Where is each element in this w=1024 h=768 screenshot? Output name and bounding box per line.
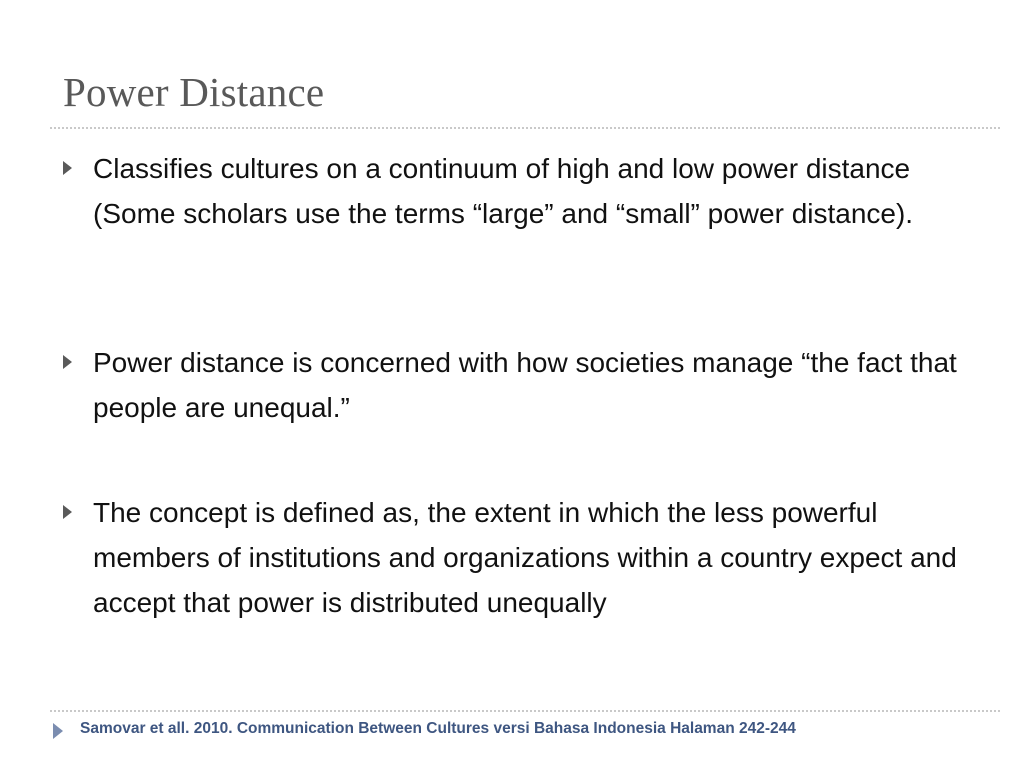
triangle-bullet-icon (63, 355, 72, 369)
footer (50, 716, 990, 746)
footer-source: Samovar et all. 2010. Communication Between Cultures versi Bahasa Indonesia Halaman 242-244 (80, 720, 796, 737)
bullet-text: Classifies cultures on a continuum of high and low power distance (Some scholars use the terms “large” and “small” power distance). (93, 153, 914, 229)
title-divider (50, 127, 1000, 129)
slide-title: Power Distance (63, 69, 325, 115)
triangle-bullet-icon (63, 505, 72, 519)
bullet-text: Power distance is concerned with how societies manage “the fact that people are unequal.” (93, 347, 957, 423)
bullet-item (60, 490, 973, 625)
bullet-item (60, 340, 973, 430)
bullet-text: The concept is defined as, the extent in which the less powerful members of institutions and organizations within a country expect and accept that power is distributed unequally (93, 497, 957, 618)
bullet-item (60, 146, 973, 236)
footer-divider (50, 710, 1000, 712)
triangle-bullet-icon (53, 723, 63, 739)
triangle-bullet-icon (63, 161, 72, 175)
